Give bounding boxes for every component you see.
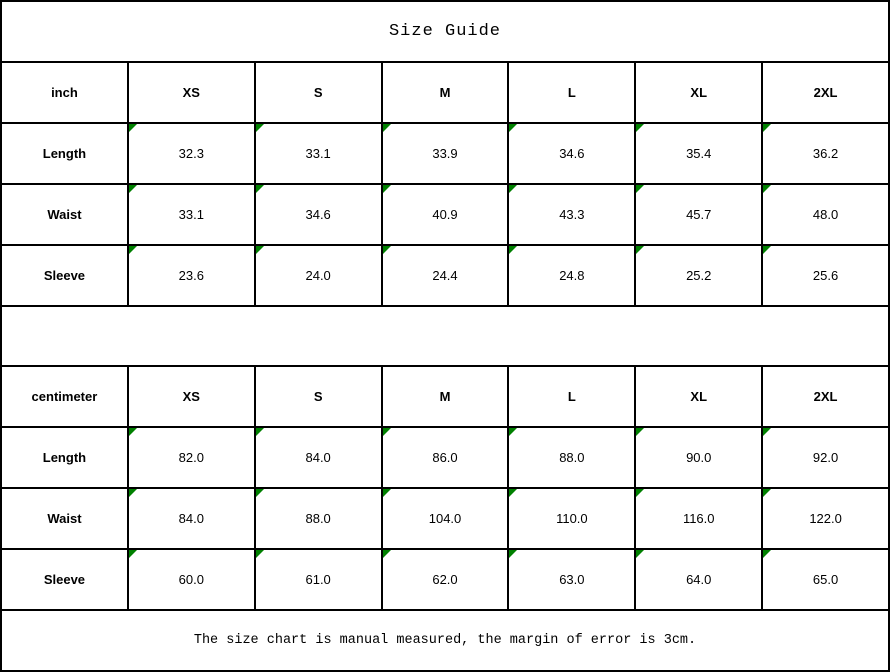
cell-flag-icon — [636, 185, 644, 193]
size-value-cell: 32.3 — [127, 124, 254, 183]
cell-flag-icon — [636, 246, 644, 254]
title-row — [2, 2, 888, 61]
spacer-row — [2, 305, 888, 366]
size-value-cell: 24.8 — [507, 246, 634, 305]
cell-flag-icon — [763, 246, 771, 254]
size-value-cell: 43.3 — [507, 185, 634, 244]
cell-flag-icon — [383, 489, 391, 497]
cell-flag-icon — [763, 489, 771, 497]
size-value-cell: 48.0 — [761, 185, 888, 244]
cell-flag-icon — [763, 550, 771, 558]
size-value-cell: 104.0 — [381, 489, 508, 548]
size-value-cell: 122.0 — [761, 489, 888, 548]
cell-flag-icon — [509, 428, 517, 436]
size-value-cell: 24.0 — [254, 246, 381, 305]
cell-flag-icon — [129, 185, 137, 193]
cell-flag-icon — [256, 428, 264, 436]
cell-flag-icon — [763, 124, 771, 132]
cell-flag-icon — [636, 489, 644, 497]
inch-header-row — [2, 61, 888, 122]
cell-flag-icon — [636, 550, 644, 558]
table-row — [2, 426, 888, 487]
size-value-cell: 23.6 — [127, 246, 254, 305]
row-label-waist: Waist — [47, 511, 82, 527]
cell-flag-icon — [383, 185, 391, 193]
row-label-sleeve: Sleeve — [43, 572, 86, 588]
size-value-cell: 34.6 — [507, 124, 634, 183]
cell-flag-icon — [256, 550, 264, 558]
size-value-cell: 60.0 — [127, 550, 254, 609]
cm-header-row — [2, 365, 888, 426]
footer-note: The size chart is manual measured, the margin of error is 3cm. — [193, 633, 697, 649]
col-header-s: S — [254, 63, 381, 122]
size-value-cell: 33.1 — [127, 185, 254, 244]
table-row — [2, 183, 888, 244]
size-value-cell: 24.4 — [381, 246, 508, 305]
row-label-sleeve: Sleeve — [43, 267, 86, 283]
col-header-m: M — [381, 367, 508, 426]
col-header-xs: XS — [127, 367, 254, 426]
size-value-cell: 110.0 — [507, 489, 634, 548]
cell-flag-icon — [129, 246, 137, 254]
table-row — [2, 548, 888, 609]
table-row — [2, 244, 888, 305]
size-value-cell: 45.7 — [634, 185, 761, 244]
cell-flag-icon — [256, 246, 264, 254]
cell-flag-icon — [256, 185, 264, 193]
col-header-2xl: 2XL — [761, 367, 888, 426]
size-value-cell: 82.0 — [127, 428, 254, 487]
col-header-l: L — [507, 367, 634, 426]
row-label-length: Length — [42, 145, 87, 161]
cell-flag-icon — [509, 124, 517, 132]
size-value-cell: 92.0 — [761, 428, 888, 487]
size-value-cell: 61.0 — [254, 550, 381, 609]
cell-flag-icon — [763, 428, 771, 436]
col-header-xl: XL — [634, 63, 761, 122]
cell-flag-icon — [129, 489, 137, 497]
size-value-cell: 25.6 — [761, 246, 888, 305]
size-value-cell: 88.0 — [507, 428, 634, 487]
size-value-cell: 34.6 — [254, 185, 381, 244]
size-value-cell: 63.0 — [507, 550, 634, 609]
page-title: Size Guide — [388, 21, 502, 41]
row-label-length: Length — [42, 450, 87, 466]
row-label-waist: Waist — [47, 206, 82, 222]
cell-flag-icon — [129, 428, 137, 436]
col-header-xl: XL — [634, 367, 761, 426]
size-value-cell: 88.0 — [254, 489, 381, 548]
size-value-cell: 84.0 — [254, 428, 381, 487]
size-value-cell: 62.0 — [381, 550, 508, 609]
size-value-cell: 33.9 — [381, 124, 508, 183]
size-value-cell: 64.0 — [634, 550, 761, 609]
size-value-cell: 33.1 — [254, 124, 381, 183]
cell-flag-icon — [129, 550, 137, 558]
col-header-xs: XS — [127, 63, 254, 122]
size-value-cell: 86.0 — [381, 428, 508, 487]
size-value-cell: 116.0 — [634, 489, 761, 548]
cell-flag-icon — [383, 550, 391, 558]
cell-flag-icon — [509, 489, 517, 497]
col-header-l: L — [507, 63, 634, 122]
size-value-cell: 90.0 — [634, 428, 761, 487]
cell-flag-icon — [383, 428, 391, 436]
footer-row — [2, 609, 888, 670]
col-header-s: S — [254, 367, 381, 426]
size-value-cell: 36.2 — [761, 124, 888, 183]
table-row — [2, 487, 888, 548]
cell-flag-icon — [509, 185, 517, 193]
cell-flag-icon — [129, 124, 137, 132]
unit-header-centimeter: centimeter — [31, 389, 98, 405]
table-row — [2, 122, 888, 183]
cell-flag-icon — [763, 185, 771, 193]
size-value-cell: 40.9 — [381, 185, 508, 244]
cell-flag-icon — [256, 489, 264, 497]
size-value-cell: 35.4 — [634, 124, 761, 183]
cell-flag-icon — [509, 246, 517, 254]
cell-flag-icon — [636, 124, 644, 132]
cell-flag-icon — [383, 246, 391, 254]
unit-header-inch: inch — [51, 84, 78, 100]
cell-flag-icon — [636, 428, 644, 436]
cell-flag-icon — [383, 124, 391, 132]
size-value-cell: 25.2 — [634, 246, 761, 305]
size-value-cell: 84.0 — [127, 489, 254, 548]
col-header-m: M — [381, 63, 508, 122]
cell-flag-icon — [256, 124, 264, 132]
cell-flag-icon — [509, 550, 517, 558]
size-value-cell: 65.0 — [761, 550, 888, 609]
col-header-2xl: 2XL — [761, 63, 888, 122]
